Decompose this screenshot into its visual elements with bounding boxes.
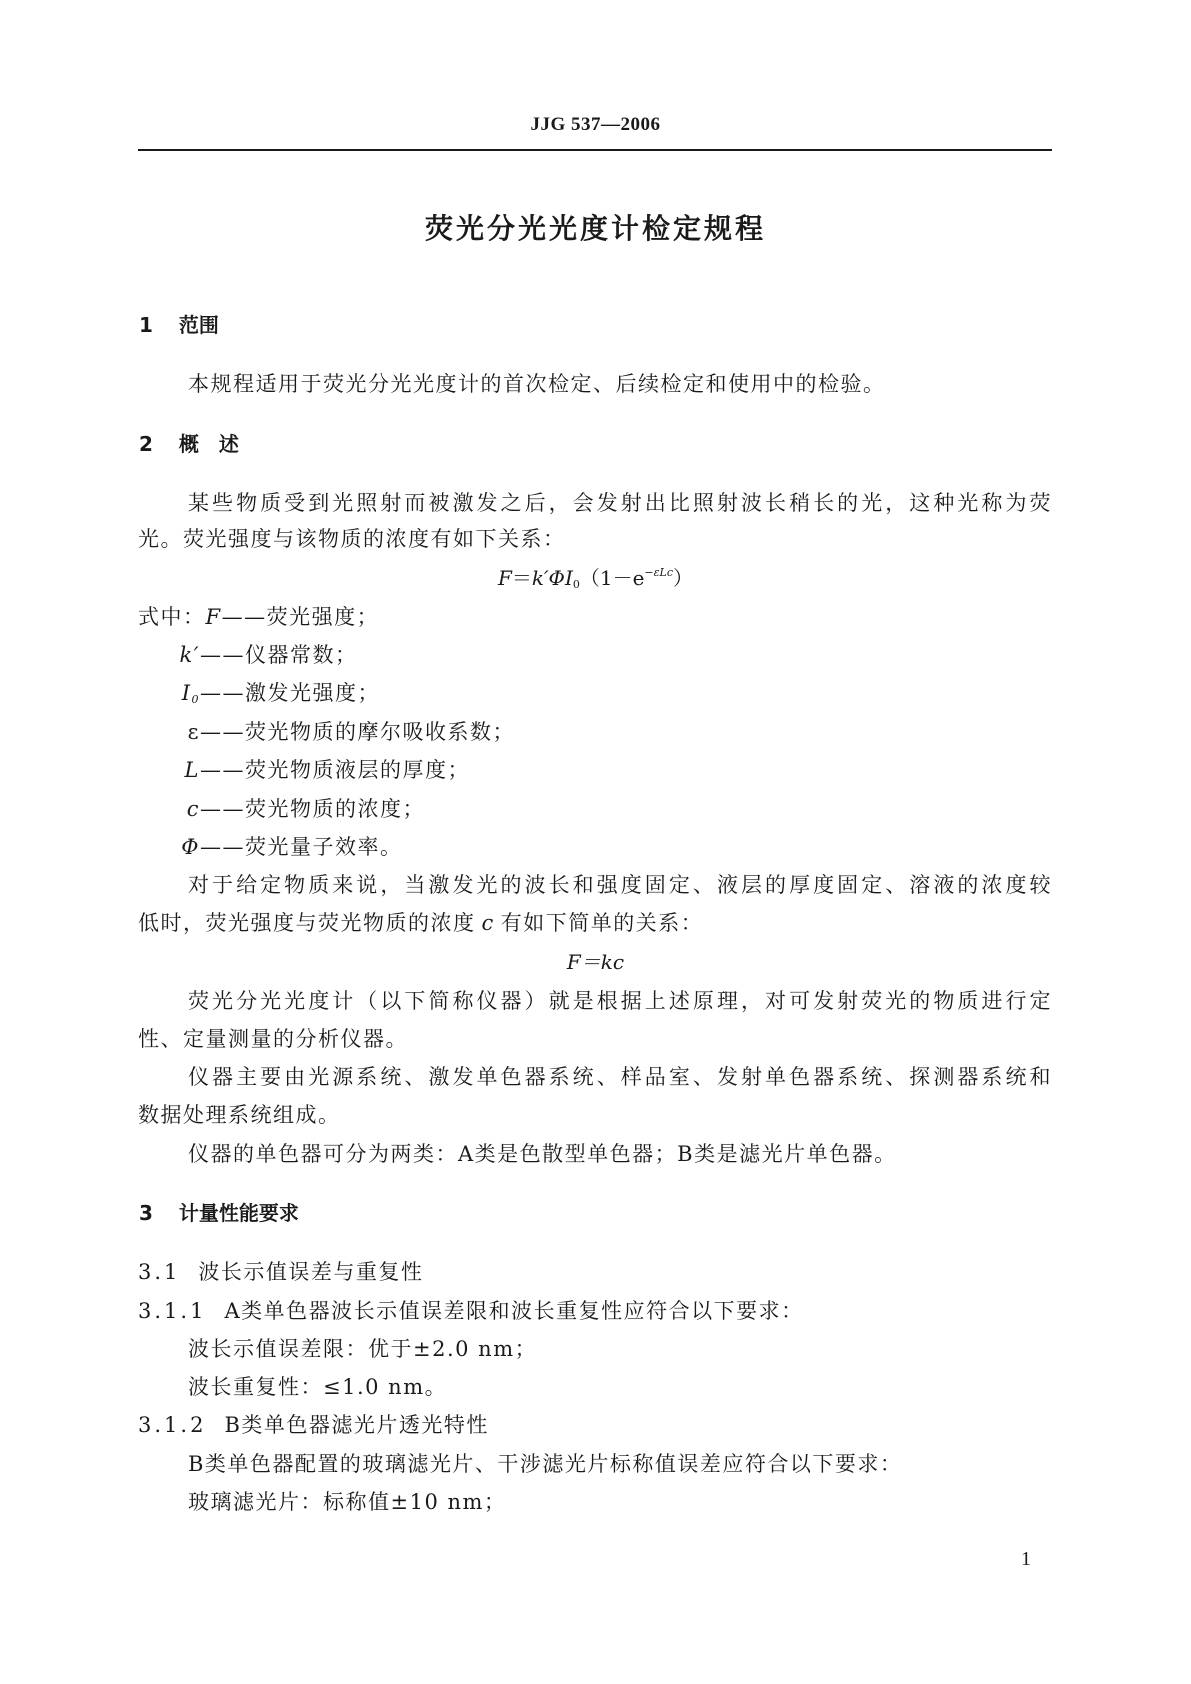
- paragraph-line: B类单色器配置的玻璃滤光片、干涉滤光片标称值误差应符合以下要求：: [188, 1452, 903, 1476]
- paragraph-line: 某些物质受到光照射而被激发之后，会发射出比照射波长稍长的光，这种光称为荧: [188, 491, 1052, 515]
- formula-symbol: ＝: [511, 566, 532, 590]
- paragraph-line: 光。荧光强度与该物质的浓度有如下关系：: [138, 527, 566, 551]
- formula-symbol: （1－e: [579, 566, 645, 590]
- definition-symbol-base: I: [181, 681, 192, 705]
- formula-symbol: ）: [673, 566, 694, 590]
- definition-row: [138, 601, 379, 631]
- paragraph-line: 性、定量测量的分析仪器。: [138, 1027, 408, 1051]
- definition-symbol: c: [186, 797, 200, 821]
- definition-row: [138, 716, 515, 746]
- formula-symbol: I: [564, 566, 573, 590]
- section-1-body: 本规程适用于荧光分光光度计的首次检定、后续检定和使用中的检验。: [188, 372, 886, 396]
- formula-exponent: −εLc: [644, 566, 674, 579]
- subsection-3-1: [138, 1256, 423, 1286]
- definition-text: ——激发光强度；: [200, 681, 380, 705]
- paragraph-text: 低时，荧光强度与荧光物质的浓度: [138, 911, 476, 935]
- definition-symbol: Φ: [181, 835, 200, 859]
- header-rule: [138, 149, 1052, 151]
- subsection-title: A类单色器波长示值误差限和波长重复性应符合以下要求：: [224, 1299, 804, 1323]
- definition-symbol: L: [184, 758, 200, 782]
- formula-symbol: F: [497, 566, 512, 590]
- formula-subscript: 0: [572, 578, 580, 591]
- definition-text: ——荧光物质液层的厚度；: [200, 758, 470, 782]
- subsection-number: 3.1.1: [138, 1299, 207, 1323]
- paragraph-line: 仪器的单色器可分为两类：A类是色散型单色器；B类是滤光片单色器。: [188, 1142, 897, 1166]
- paragraph-line: 对于给定物质来说，当激发光的波长和强度固定、液层的厚度固定、溶液的浓度较: [188, 873, 1052, 897]
- definition-text: ——荧光量子效率。: [200, 835, 403, 859]
- page-number: 1: [1021, 1548, 1031, 1570]
- subsection-title: B类单色器滤光片透光特性: [224, 1413, 489, 1437]
- section-title: 范围: [178, 313, 219, 337]
- definition-symbol: ε: [187, 720, 200, 744]
- section-number: 3: [139, 1201, 153, 1225]
- section-2-heading: [139, 428, 239, 457]
- section-title: 概 述: [178, 432, 239, 456]
- inline-variable: c: [481, 911, 495, 935]
- requirement-item: 波长示值误差限：优于±2.0 nm；: [188, 1337, 538, 1361]
- definition-row: [138, 677, 380, 707]
- subsection-number: 3.1.2: [138, 1413, 207, 1437]
- definition-text: ——仪器常数；: [200, 643, 358, 667]
- definition-text: ——荧光强度；: [221, 605, 380, 629]
- section-1-heading: [139, 309, 219, 338]
- paragraph-line: 仪器主要由光源系统、激发单色器系统、样品室、发射单色器系统、探测器系统和: [188, 1065, 1052, 1089]
- subsection-3-1-2: [138, 1409, 489, 1439]
- paragraph-text: 有如下简单的关系：: [500, 911, 704, 935]
- fluorescence-formula: [0, 562, 1191, 591]
- definition-subscript: 0: [191, 693, 200, 706]
- definition-symbol: F: [205, 605, 222, 629]
- requirement-item: 波长重复性：≤1.0 nm。: [188, 1375, 448, 1399]
- document-code-header: JJG 537—2006: [530, 114, 661, 135]
- formula-symbol: Φ: [548, 566, 565, 590]
- definition-row: [138, 831, 403, 861]
- definition-text: ——荧光物质的浓度；: [200, 797, 425, 821]
- definition-row: [138, 639, 358, 669]
- subsection-title: 波长示值误差与重复性: [198, 1260, 424, 1284]
- definition-row: [138, 754, 470, 784]
- section-number: 1: [139, 313, 153, 337]
- definition-symbol: k′: [179, 643, 200, 667]
- definition-row: [138, 793, 425, 823]
- section-3-heading: [139, 1197, 299, 1226]
- definition-text: ——荧光物质的摩尔吸收系数；: [200, 720, 515, 744]
- requirement-item: 玻璃滤光片：标称值±10 nm；: [188, 1490, 507, 1514]
- proportional-formula: F＝kc: [566, 950, 625, 974]
- definition-symbol: [138, 681, 200, 706]
- section-number: 2: [139, 432, 153, 456]
- subsection-number: 3.1: [138, 1260, 181, 1284]
- section-title: 计量性能要求: [178, 1201, 299, 1225]
- subsection-3-1-1: [138, 1295, 804, 1325]
- formula-symbol: k′: [531, 566, 549, 590]
- paragraph-line: 数据处理系统组成。: [138, 1103, 341, 1127]
- where-label: 式中：: [138, 605, 206, 629]
- paragraph-line: [138, 907, 703, 937]
- document-title: 荧光分光光度计检定规程: [424, 212, 766, 245]
- paragraph-line: 荧光分光光度计（以下简称仪器）就是根据上述原理，对可发射荧光的物质进行定: [188, 989, 1052, 1013]
